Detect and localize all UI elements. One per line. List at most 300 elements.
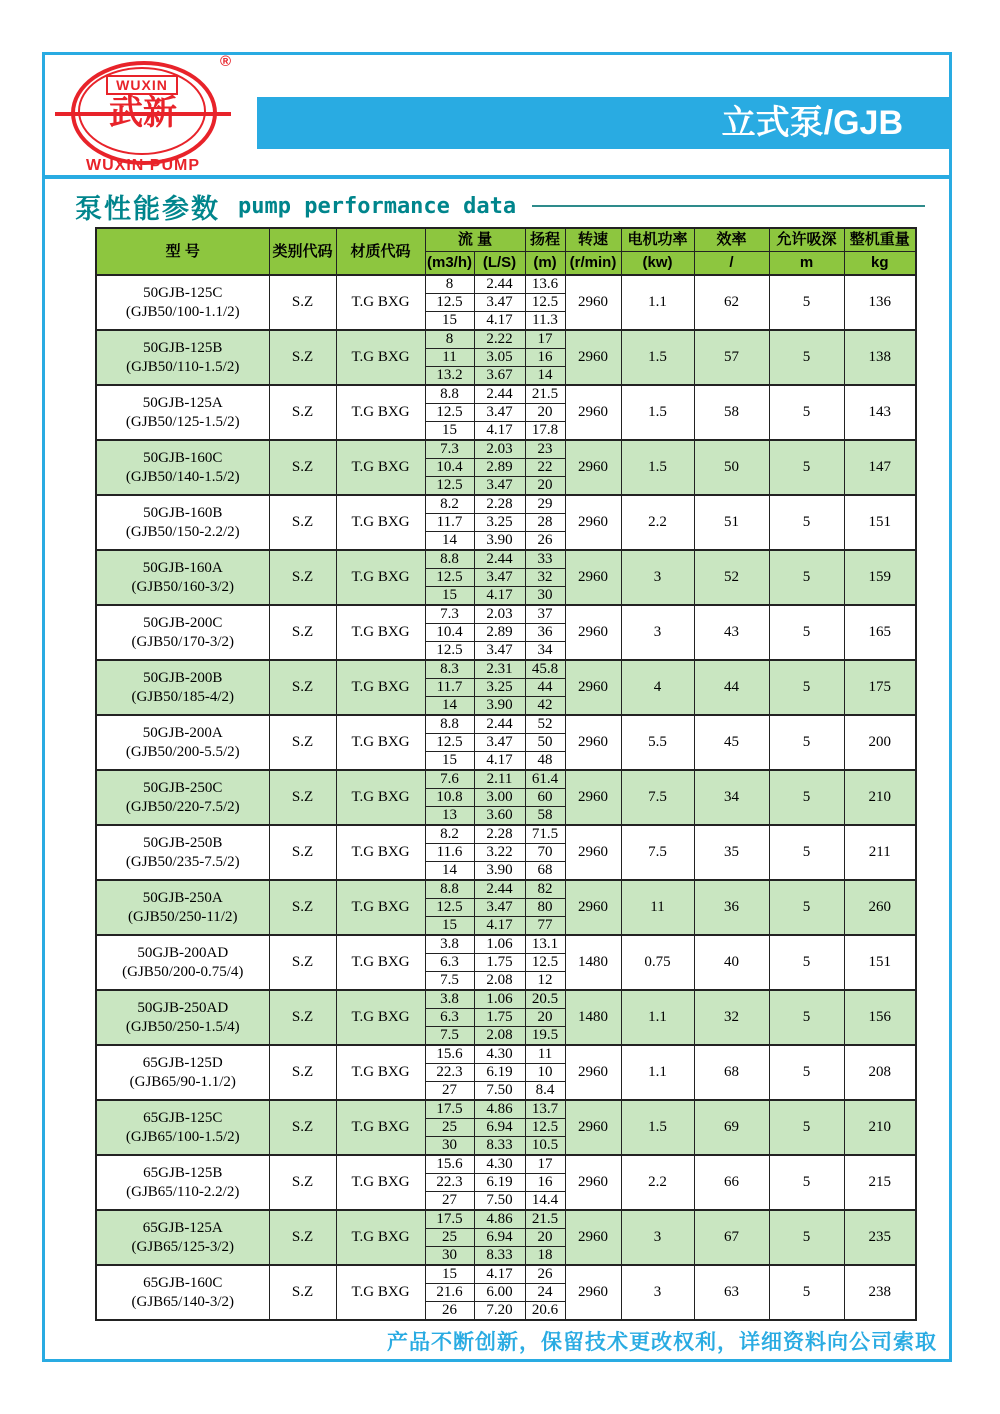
- cell-category: S.Z: [269, 330, 336, 385]
- cell-flow-ls: 2.28: [474, 825, 525, 844]
- cell-efficiency: 50: [694, 440, 769, 495]
- logo-caption: WUXIN PUMP: [86, 157, 200, 174]
- model-name: 50GJB-125C: [143, 284, 223, 301]
- cell-head-m: 45.8: [525, 660, 565, 679]
- cell-suction: 5: [769, 1100, 844, 1155]
- cell-flow-m3h: 14: [425, 862, 474, 881]
- model-designation: (GJB50/250-11/2): [128, 908, 238, 925]
- cell-flow-m3h: 12.5: [425, 642, 474, 661]
- cell-category: S.Z: [269, 1100, 336, 1155]
- cell-power: 7.5: [621, 770, 694, 825]
- cell-head-m: 20.6: [525, 1302, 565, 1321]
- cell-category: S.Z: [269, 385, 336, 440]
- cell-flow-ls: 2.22: [474, 330, 525, 349]
- cell-head-m: 70: [525, 844, 565, 862]
- model-name: 50GJB-160C: [143, 449, 223, 466]
- cell-flow-m3h: 6.3: [425, 1009, 474, 1027]
- cell-head-m: 42: [525, 697, 565, 716]
- cell-head-m: 14.4: [525, 1192, 565, 1211]
- cell-flow-ls: 3.22: [474, 844, 525, 862]
- cell-flow-m3h: 7.5: [425, 1027, 474, 1046]
- cell-model: [96, 660, 269, 715]
- table-row: [96, 1045, 916, 1064]
- table-row: [96, 1210, 916, 1229]
- cell-head-m: 23: [525, 440, 565, 459]
- cell-flow-ls: 3.47: [474, 569, 525, 587]
- model-name: 65GJB-125D: [142, 1054, 223, 1071]
- cell-flow-m3h: 10.4: [425, 624, 474, 642]
- table-header: [96, 228, 916, 275]
- header-head-m: (m): [525, 252, 565, 276]
- cell-weight: 235: [844, 1210, 916, 1265]
- cell-weight: 208: [844, 1045, 916, 1100]
- cell-head-m: 26: [525, 1265, 565, 1284]
- cell-flow-m3h: 13.2: [425, 367, 474, 386]
- cell-flow-ls: 3.90: [474, 862, 525, 881]
- cell-flow-m3h: 26: [425, 1302, 474, 1321]
- cell-efficiency: 51: [694, 495, 769, 550]
- header-flow-m3h: (m3/h): [425, 252, 474, 276]
- cell-power: 1.5: [621, 385, 694, 440]
- cell-flow-ls: 6.94: [474, 1229, 525, 1247]
- cell-material: T.G BXG: [336, 770, 425, 825]
- cell-flow-ls: 6.19: [474, 1064, 525, 1082]
- cell-weight: 210: [844, 770, 916, 825]
- cell-flow-m3h: 8.8: [425, 880, 474, 899]
- header-category: 类别代码: [269, 228, 336, 275]
- cell-suction: 5: [769, 440, 844, 495]
- cell-model: [96, 770, 269, 825]
- cell-suction: 5: [769, 1045, 844, 1100]
- cell-flow-ls: 2.44: [474, 275, 525, 294]
- table-row: [96, 330, 916, 349]
- model-name: 65GJB-125C: [143, 1109, 223, 1126]
- cell-head-m: 19.5: [525, 1027, 565, 1046]
- cell-material: T.G BXG: [336, 1045, 425, 1100]
- cell-material: T.G BXG: [336, 550, 425, 605]
- cell-model: [96, 1155, 269, 1210]
- cell-model: [96, 495, 269, 550]
- cell-suction: 5: [769, 605, 844, 660]
- cell-material: T.G BXG: [336, 1210, 425, 1265]
- header-flow: 流 量: [425, 228, 525, 252]
- cell-speed: 2960: [565, 495, 621, 550]
- cell-power: 3: [621, 1265, 694, 1320]
- table-row: [96, 935, 916, 954]
- cell-flow-ls: 1.75: [474, 954, 525, 972]
- cell-efficiency: 69: [694, 1100, 769, 1155]
- cell-flow-m3h: 6.3: [425, 954, 474, 972]
- cell-head-m: 8.4: [525, 1082, 565, 1101]
- cell-head-m: 11.3: [525, 312, 565, 331]
- model-designation: (GJB50/100-1.1/2): [125, 303, 240, 320]
- cell-speed: 2960: [565, 660, 621, 715]
- cell-suction: 5: [769, 550, 844, 605]
- model-designation: (GJB50/235-7.5/2): [125, 853, 240, 870]
- cell-category: S.Z: [269, 880, 336, 935]
- cell-speed: 2960: [565, 330, 621, 385]
- cell-head-m: 77: [525, 917, 565, 936]
- cell-flow-m3h: 15: [425, 752, 474, 771]
- footer-note: 产品不断创新，保留技术更改权利，详细资料向公司索取: [387, 1331, 937, 1354]
- cell-power: 4: [621, 660, 694, 715]
- cell-flow-m3h: 3.8: [425, 935, 474, 954]
- cell-model: [96, 440, 269, 495]
- cell-weight: 143: [844, 385, 916, 440]
- header-power: 电机功率: [621, 228, 694, 252]
- model-designation: (GJB50/140-1.5/2): [125, 468, 240, 485]
- cell-speed: 2960: [565, 385, 621, 440]
- cell-flow-m3h: 22.3: [425, 1174, 474, 1192]
- table-row: [96, 715, 916, 734]
- cell-head-m: 32: [525, 569, 565, 587]
- cell-efficiency: 32: [694, 990, 769, 1045]
- cell-head-m: 13.1: [525, 935, 565, 954]
- cell-head-m: 26: [525, 532, 565, 551]
- cell-head-m: 13.6: [525, 275, 565, 294]
- logo-wordmark-en: WUXIN: [106, 75, 178, 95]
- cell-flow-m3h: 27: [425, 1192, 474, 1211]
- cell-weight: 215: [844, 1155, 916, 1210]
- cell-flow-m3h: 15: [425, 587, 474, 606]
- model-designation: (GJB65/110-2.2/2): [126, 1183, 240, 1200]
- registered-trademark-icon: ®: [219, 53, 231, 70]
- cell-suction: 5: [769, 1265, 844, 1320]
- model-designation: (GJB50/170-3/2): [131, 633, 234, 650]
- cell-flow-m3h: 21.6: [425, 1284, 474, 1302]
- header-efficiency-unit: /: [694, 252, 769, 276]
- model-designation: (GJB50/150-2.2/2): [125, 523, 240, 540]
- cell-head-m: 44: [525, 679, 565, 697]
- cell-flow-ls: 4.86: [474, 1210, 525, 1229]
- cell-speed: 2960: [565, 770, 621, 825]
- cell-head-m: 60: [525, 789, 565, 807]
- cell-flow-ls: 7.50: [474, 1192, 525, 1211]
- cell-category: S.Z: [269, 1155, 336, 1210]
- cell-efficiency: 57: [694, 330, 769, 385]
- cell-flow-m3h: 17.5: [425, 1210, 474, 1229]
- cell-material: T.G BXG: [336, 715, 425, 770]
- model-designation: (GJB50/110-1.5/2): [126, 358, 240, 375]
- cell-flow-ls: 4.17: [474, 587, 525, 606]
- cell-flow-m3h: 3.8: [425, 990, 474, 1009]
- cell-flow-ls: 8.33: [474, 1137, 525, 1156]
- cell-category: S.Z: [269, 770, 336, 825]
- cell-weight: 260: [844, 880, 916, 935]
- cell-head-m: 20: [525, 477, 565, 496]
- cell-material: T.G BXG: [336, 880, 425, 935]
- cell-head-m: 33: [525, 550, 565, 569]
- cell-flow-ls: 2.11: [474, 770, 525, 789]
- cell-suction: 5: [769, 770, 844, 825]
- cell-flow-m3h: 27: [425, 1082, 474, 1101]
- cell-flow-m3h: 22.3: [425, 1064, 474, 1082]
- cell-efficiency: 66: [694, 1155, 769, 1210]
- cell-weight: 165: [844, 605, 916, 660]
- cell-speed: 2960: [565, 550, 621, 605]
- model-name: 65GJB-160C: [143, 1274, 223, 1291]
- cell-head-m: 12: [525, 972, 565, 991]
- header-flow-ls: (L/S): [474, 252, 525, 276]
- cell-category: S.Z: [269, 825, 336, 880]
- cell-weight: 136: [844, 275, 916, 330]
- model-name: 50GJB-200A: [142, 724, 223, 741]
- model-name: 50GJB-160A: [142, 559, 223, 576]
- cell-weight: 147: [844, 440, 916, 495]
- header-weight: 整机重量: [844, 228, 916, 252]
- cell-flow-ls: 4.17: [474, 1265, 525, 1284]
- cell-head-m: 52: [525, 715, 565, 734]
- cell-efficiency: 67: [694, 1210, 769, 1265]
- cell-flow-ls: 4.17: [474, 312, 525, 331]
- cell-flow-ls: 4.86: [474, 1100, 525, 1119]
- cell-suction: 5: [769, 275, 844, 330]
- model-name: 50GJB-250A: [142, 889, 223, 906]
- cell-suction: 5: [769, 715, 844, 770]
- header-weight-unit: kg: [844, 252, 916, 276]
- cell-head-m: 61.4: [525, 770, 565, 789]
- cell-suction: 5: [769, 935, 844, 990]
- cell-efficiency: 34: [694, 770, 769, 825]
- cell-flow-ls: 4.30: [474, 1155, 525, 1174]
- cell-head-m: 12.5: [525, 1119, 565, 1137]
- cell-model: [96, 1045, 269, 1100]
- model-designation: (GJB50/250-1.5/4): [125, 1018, 240, 1035]
- cell-flow-ls: 1.06: [474, 990, 525, 1009]
- cell-flow-m3h: 12.5: [425, 899, 474, 917]
- cell-suction: 5: [769, 825, 844, 880]
- cell-head-m: 16: [525, 349, 565, 367]
- cell-flow-m3h: 8: [425, 275, 474, 294]
- cell-efficiency: 63: [694, 1265, 769, 1320]
- cell-flow-ls: 6.00: [474, 1284, 525, 1302]
- cell-flow-m3h: 14: [425, 532, 474, 551]
- model-designation: (GJB50/185-4/2): [131, 688, 234, 705]
- cell-flow-ls: 4.30: [474, 1045, 525, 1064]
- cell-speed: 1480: [565, 990, 621, 1045]
- cell-flow-m3h: 8.2: [425, 825, 474, 844]
- cell-speed: 2960: [565, 880, 621, 935]
- model-designation: (GJB50/220-7.5/2): [125, 798, 240, 815]
- cell-head-m: 20: [525, 1229, 565, 1247]
- model-name: 65GJB-125B: [143, 1164, 223, 1181]
- cell-power: 3: [621, 550, 694, 605]
- cell-head-m: 13.7: [525, 1100, 565, 1119]
- model-name: 50GJB-125B: [143, 339, 223, 356]
- cell-head-m: 18: [525, 1247, 565, 1266]
- cell-efficiency: 45: [694, 715, 769, 770]
- cell-head-m: 71.5: [525, 825, 565, 844]
- cell-model: [96, 550, 269, 605]
- cell-weight: 175: [844, 660, 916, 715]
- product-series-banner: 立式泵/GJB: [257, 97, 949, 149]
- cell-weight: 211: [844, 825, 916, 880]
- cell-head-m: 17: [525, 1155, 565, 1174]
- table-row: [96, 880, 916, 899]
- cell-flow-ls: 2.44: [474, 550, 525, 569]
- cell-model: [96, 1265, 269, 1320]
- cell-model: [96, 1210, 269, 1265]
- cell-weight: 210: [844, 1100, 916, 1155]
- cell-head-m: 37: [525, 605, 565, 624]
- cell-flow-ls: 3.47: [474, 404, 525, 422]
- cell-speed: 2960: [565, 1100, 621, 1155]
- cell-material: T.G BXG: [336, 660, 425, 715]
- cell-suction: 5: [769, 1155, 844, 1210]
- cell-flow-ls: 8.33: [474, 1247, 525, 1266]
- cell-category: S.Z: [269, 1045, 336, 1100]
- model-designation: (GJB50/200-0.75/4): [122, 963, 244, 980]
- model-name: 65GJB-125A: [142, 1219, 223, 1236]
- cell-flow-ls: 7.20: [474, 1302, 525, 1321]
- cell-speed: 2960: [565, 1155, 621, 1210]
- header-model: 型 号: [96, 228, 269, 275]
- cell-flow-ls: 2.03: [474, 605, 525, 624]
- cell-efficiency: 35: [694, 825, 769, 880]
- cell-weight: 238: [844, 1265, 916, 1320]
- cell-power: 5.5: [621, 715, 694, 770]
- cell-weight: 151: [844, 495, 916, 550]
- cell-speed: 1480: [565, 935, 621, 990]
- cell-head-m: 17: [525, 330, 565, 349]
- header-divider: [45, 175, 949, 179]
- cell-material: T.G BXG: [336, 495, 425, 550]
- cell-weight: 156: [844, 990, 916, 1045]
- cell-flow-ls: 2.44: [474, 385, 525, 404]
- cell-head-m: 11: [525, 1045, 565, 1064]
- cell-weight: 151: [844, 935, 916, 990]
- cell-flow-m3h: 15: [425, 312, 474, 331]
- cell-head-m: 16: [525, 1174, 565, 1192]
- cell-category: S.Z: [269, 275, 336, 330]
- brand-logo: [55, 53, 235, 175]
- cell-head-m: 10: [525, 1064, 565, 1082]
- cell-flow-ls: 7.50: [474, 1082, 525, 1101]
- cell-head-m: 68: [525, 862, 565, 881]
- cell-flow-m3h: 8.3: [425, 660, 474, 679]
- model-designation: (GJB50/200-5.5/2): [125, 743, 240, 760]
- cell-head-m: 29: [525, 495, 565, 514]
- cell-flow-ls: 3.05: [474, 349, 525, 367]
- cell-flow-ls: 3.90: [474, 697, 525, 716]
- cell-flow-ls: 2.44: [474, 880, 525, 899]
- cell-flow-ls: 2.89: [474, 624, 525, 642]
- cell-material: T.G BXG: [336, 440, 425, 495]
- header-suction-unit: m: [769, 252, 844, 276]
- model-designation: (GJB65/90-1.1/2): [129, 1073, 236, 1090]
- cell-speed: 2960: [565, 1210, 621, 1265]
- cell-material: T.G BXG: [336, 935, 425, 990]
- cell-model: [96, 880, 269, 935]
- cell-flow-m3h: 15: [425, 1265, 474, 1284]
- cell-head-m: 58: [525, 807, 565, 826]
- table-row: [96, 550, 916, 569]
- cell-head-m: 20.5: [525, 990, 565, 1009]
- cell-power: 1.5: [621, 440, 694, 495]
- section-title-cn: 泵性能参数: [75, 193, 220, 224]
- cell-power: 1.1: [621, 275, 694, 330]
- model-name: 50GJB-250AD: [137, 999, 229, 1016]
- cell-model: [96, 825, 269, 880]
- cell-efficiency: 43: [694, 605, 769, 660]
- cell-flow-ls: 3.25: [474, 514, 525, 532]
- cell-flow-ls: 3.90: [474, 532, 525, 551]
- cell-speed: 2960: [565, 605, 621, 660]
- cell-head-m: 10.5: [525, 1137, 565, 1156]
- cell-flow-m3h: 8: [425, 330, 474, 349]
- cell-head-m: 24: [525, 1284, 565, 1302]
- model-designation: (GJB65/100-1.5/2): [125, 1128, 240, 1145]
- cell-head-m: 34: [525, 642, 565, 661]
- table-row: [96, 990, 916, 1009]
- cell-category: S.Z: [269, 715, 336, 770]
- cell-category: S.Z: [269, 550, 336, 605]
- cell-category: S.Z: [269, 495, 336, 550]
- cell-model: [96, 1100, 269, 1155]
- cell-flow-m3h: 14: [425, 697, 474, 716]
- cell-flow-ls: 2.44: [474, 715, 525, 734]
- cell-flow-m3h: 10.8: [425, 789, 474, 807]
- cell-material: T.G BXG: [336, 1100, 425, 1155]
- cell-power: 7.5: [621, 825, 694, 880]
- model-designation: (GJB50/125-1.5/2): [125, 413, 240, 430]
- cell-efficiency: 68: [694, 1045, 769, 1100]
- cell-efficiency: 36: [694, 880, 769, 935]
- header-speed: 转速: [565, 228, 621, 252]
- cell-material: T.G BXG: [336, 990, 425, 1045]
- cell-flow-ls: 2.28: [474, 495, 525, 514]
- cell-power: 1.5: [621, 330, 694, 385]
- cell-flow-m3h: 7.3: [425, 605, 474, 624]
- cell-head-m: 21.5: [525, 385, 565, 404]
- cell-flow-ls: 1.75: [474, 1009, 525, 1027]
- cell-model: [96, 990, 269, 1045]
- header-speed-unit: (r/min): [565, 252, 621, 276]
- header-material: 材质代码: [336, 228, 425, 275]
- cell-speed: 2960: [565, 275, 621, 330]
- cell-power: 1.1: [621, 1045, 694, 1100]
- cell-suction: 5: [769, 495, 844, 550]
- cell-head-m: 14: [525, 367, 565, 386]
- cell-head-m: 82: [525, 880, 565, 899]
- model-name: 50GJB-200AD: [137, 944, 229, 961]
- cell-flow-m3h: 11: [425, 349, 474, 367]
- table-body: [96, 275, 916, 1320]
- model-name: 50GJB-250B: [143, 834, 223, 851]
- cell-flow-m3h: 11.6: [425, 844, 474, 862]
- cell-head-m: 12.5: [525, 294, 565, 312]
- model-name: 50GJB-250C: [143, 779, 223, 796]
- cell-flow-ls: 3.00: [474, 789, 525, 807]
- cell-flow-ls: 3.47: [474, 734, 525, 752]
- table-row: [96, 1100, 916, 1119]
- cell-material: T.G BXG: [336, 1265, 425, 1320]
- model-name: 50GJB-200C: [143, 614, 223, 631]
- cell-flow-m3h: 8.8: [425, 715, 474, 734]
- cell-flow-m3h: 15.6: [425, 1155, 474, 1174]
- cell-flow-ls: 6.19: [474, 1174, 525, 1192]
- cell-flow-m3h: 7.6: [425, 770, 474, 789]
- cell-material: T.G BXG: [336, 330, 425, 385]
- cell-speed: 2960: [565, 715, 621, 770]
- cell-flow-m3h: 12.5: [425, 734, 474, 752]
- cell-flow-m3h: 15: [425, 917, 474, 936]
- cell-speed: 2960: [565, 440, 621, 495]
- cell-head-m: 48: [525, 752, 565, 771]
- cell-flow-ls: 1.06: [474, 935, 525, 954]
- cell-material: T.G BXG: [336, 275, 425, 330]
- logo-wordmark-cn: 武新: [109, 94, 177, 132]
